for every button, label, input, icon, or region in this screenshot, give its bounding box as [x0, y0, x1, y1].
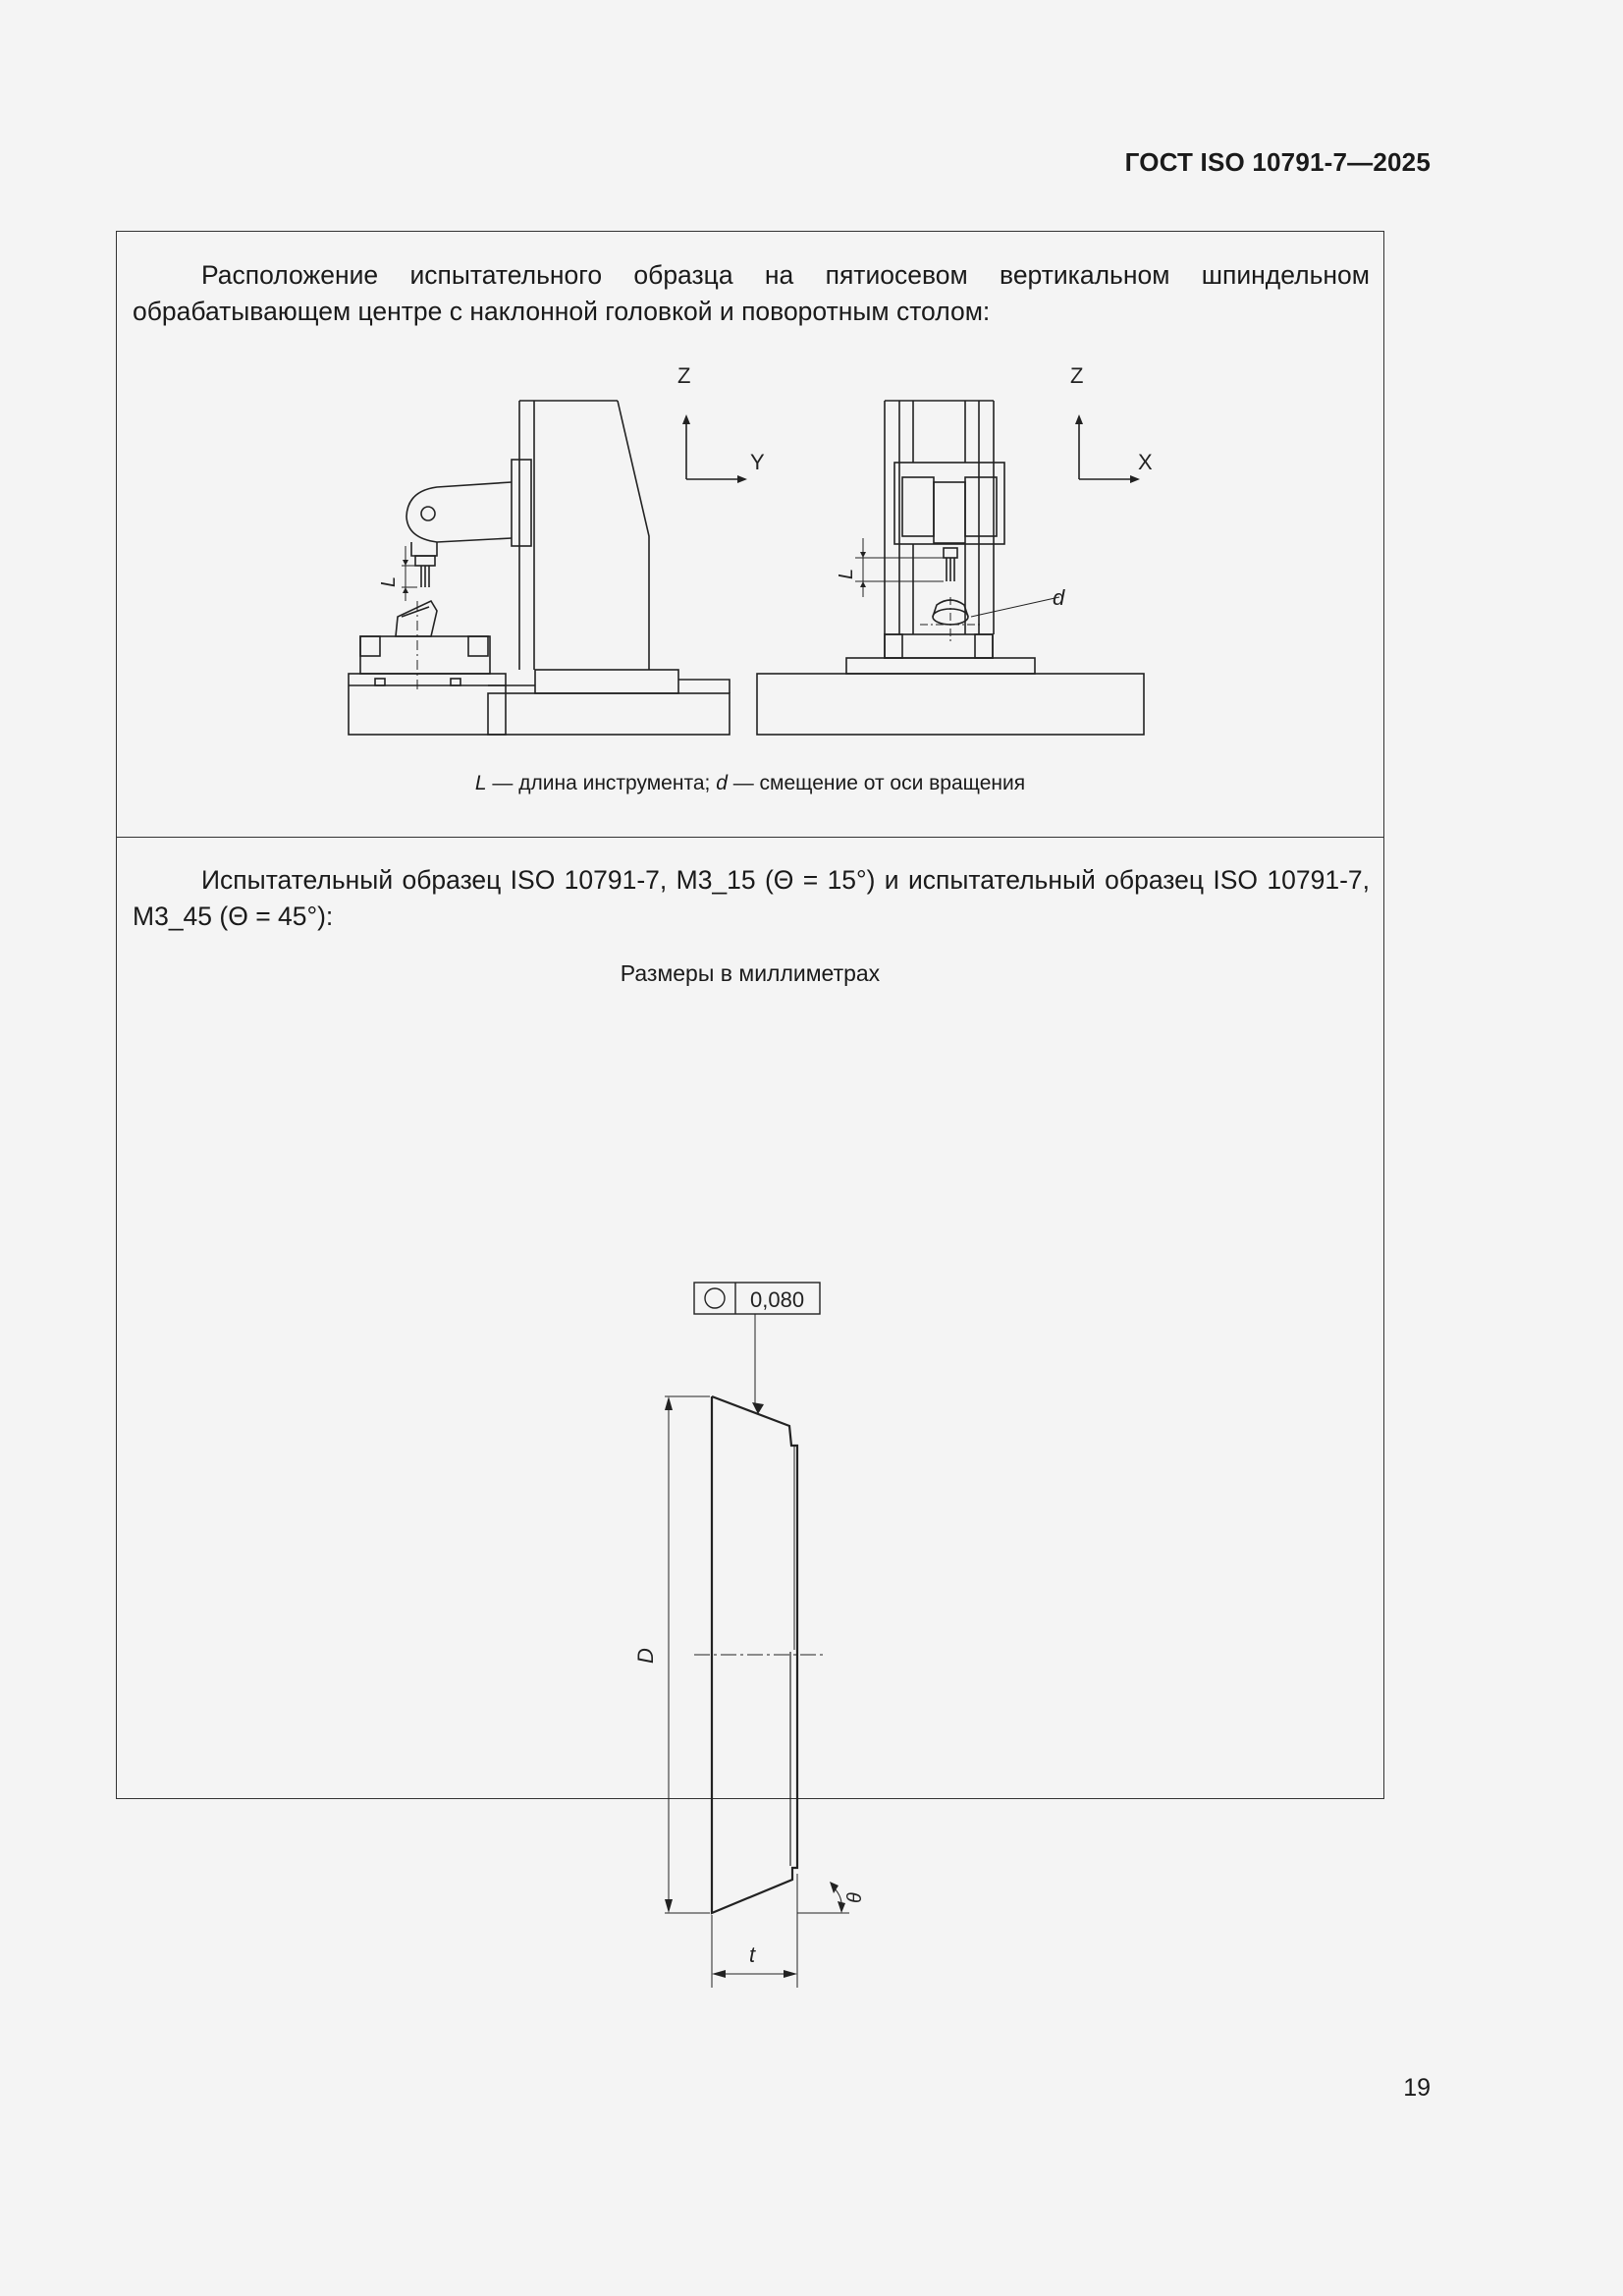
tolerance-value: 0,080 — [750, 1287, 805, 1312]
axis-label-z-right: Z — [1070, 363, 1084, 388]
axis-label-x: X — [1138, 450, 1153, 474]
label-thickness-t: t — [749, 1942, 756, 1967]
test-piece-profile — [694, 838, 824, 1913]
label-offset-d: d — [1053, 585, 1065, 610]
section1-paragraph: Расположение испытательного образца на пятиосевом вертикальном шпиндельном обрабатывающем центре с наклонной головкой и поворотным столом: — [133, 260, 1370, 326]
thickness-dimension — [712, 1874, 797, 1988]
axis-indicator-left — [682, 414, 747, 483]
machine-front-view — [757, 401, 1144, 735]
label-diameter-D: D — [633, 1648, 658, 1664]
test-piece-drawing — [117, 837, 1383, 1967]
label-angle-theta: θ — [844, 1892, 866, 1903]
angle-dimension — [797, 1882, 849, 1913]
page-number: 19 — [1403, 2074, 1431, 2102]
axis-indicator-right — [1075, 414, 1140, 483]
dimensions-note: Размеры в миллиметрах — [620, 960, 881, 986]
figure-caption: L — длина инструмента; d — смещение от оси вращения — [474, 772, 1026, 794]
axis-label-z-left: Z — [677, 363, 691, 388]
section2-paragraph: Испытательный образец ISO 10791-7, M3_15 (Θ = 15°) и испытательный образец ISO 10791-7, M3_45 (Θ = 45°): — [133, 865, 1370, 931]
document-id: ГОСТ ISO 10791-7—2025 — [1124, 147, 1431, 177]
machine-side-view — [349, 401, 730, 735]
machine-drawings — [117, 232, 1383, 837]
label-tool-length-left: L — [378, 575, 400, 587]
axis-label-y: Y — [750, 450, 765, 474]
label-tool-length-right: L — [836, 568, 857, 579]
figure-frame — [116, 231, 1384, 1967]
